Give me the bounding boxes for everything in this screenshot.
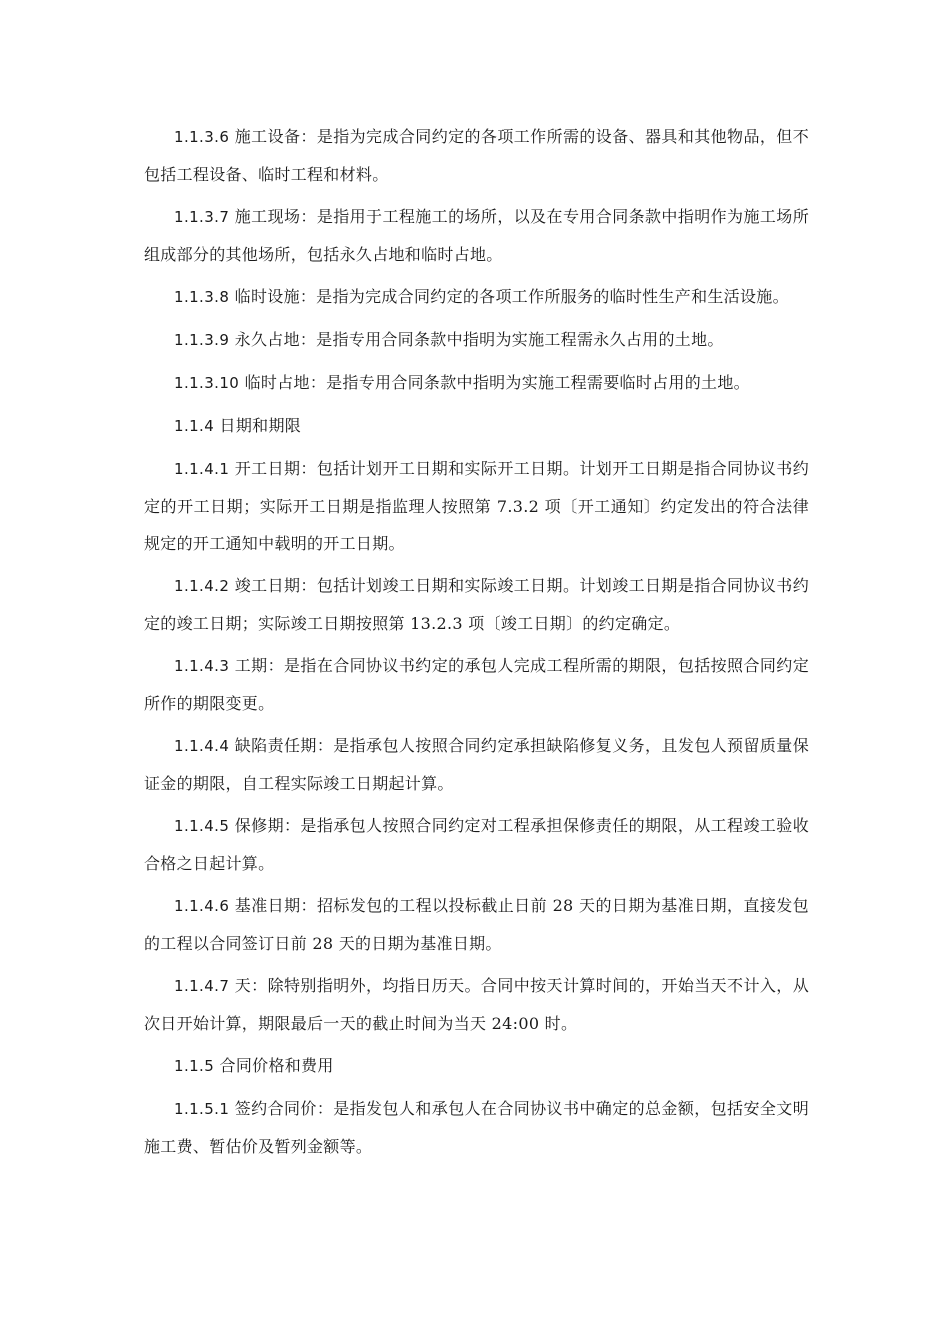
clause-text: 基准日期：招标发包的工程以投标截止日前 28 天的日期为基准日期，直接发包的工程以合同签订日前 28 天的日期为基准日期。 (144, 896, 809, 953)
clause-number: 1.1.4.3 (174, 657, 230, 675)
clause-number: 1.1.4.1 (174, 460, 230, 478)
clause-1-1-3-8 (144, 278, 809, 316)
clause-number: 1.1.4.6 (174, 897, 230, 915)
clause-text: 天：除特别指明外，均指日历天。合同中按天计算时间的，开始当天不计入，从次日开始计算，期限最后一天的截止时间为当天 24:00 时。 (144, 976, 809, 1033)
clause-1-1-4-2 (144, 567, 809, 642)
clause-number: 1.1.4.7 (174, 977, 230, 995)
section-title: 合同价格和费用 (214, 1056, 334, 1075)
clause-1-1-4-5 (144, 807, 809, 882)
clause-1-1-4-4 (144, 727, 809, 802)
clause-number: 1.1.4.4 (174, 737, 230, 755)
clause-text: 保修期：是指承包人按照合同约定对工程承担保修责任的期限，从工程竣工验收合格之日起计算。 (144, 816, 809, 873)
clause-1-1-4-6 (144, 887, 809, 962)
clause-text: 施工现场：是指用于工程施工的场所，以及在专用合同条款中指明作为施工场所组成部分的其他场所，包括永久占地和临时占地。 (144, 207, 809, 264)
section-title: 日期和期限 (214, 416, 302, 435)
document-body (144, 118, 809, 1170)
clause-number: 1.1.5.1 (174, 1100, 230, 1118)
clause-1-1-3-6 (144, 118, 809, 193)
clause-text: 签约合同价：是指发包人和承包人在合同协议书中确定的总金额，包括安全文明施工费、暂估价及暂列金额等。 (144, 1099, 809, 1156)
clause-text: 缺陷责任期：是指承包人按照合同约定承担缺陷修复义务，且发包人预留质量保证金的期限，自工程实际竣工日期起计算。 (144, 736, 809, 793)
clause-text: 开工日期：包括计划开工日期和实际开工日期。计划开工日期是指合同协议书约定的开工日期；实际开工日期是指监理人按照第 7.3.2 项〔开工通知〕约定发出的符合法律规定的开工通知中载明的开工日期。 (144, 459, 809, 553)
clause-text: 临时占地：是指专用合同条款中指明为实施工程需要临时占用的土地。 (239, 373, 750, 392)
clause-number: 1.1.3.7 (174, 208, 230, 226)
clause-text: 竣工日期：包括计划竣工日期和实际竣工日期。计划竣工日期是指合同协议书约定的竣工日期；实际竣工日期按照第 13.2.3 项〔竣工日期〕的约定确定。 (144, 576, 809, 633)
section-heading-1-1-5 (144, 1047, 809, 1085)
section-heading-1-1-4 (144, 407, 809, 445)
clause-1-1-5-1 (144, 1090, 809, 1165)
section-number: 1.1.5 (174, 1057, 215, 1075)
clause-text: 工期：是指在合同协议书约定的承包人完成工程所需的期限，包括按照合同约定所作的期限变更。 (144, 656, 809, 713)
clause-number: 1.1.4.2 (174, 577, 230, 595)
clause-number: 1.1.3.9 (174, 331, 230, 349)
clause-text: 永久占地：是指专用合同条款中指明为实施工程需永久占用的土地。 (229, 330, 724, 349)
clause-1-1-3-9 (144, 321, 809, 359)
clause-1-1-4-7 (144, 967, 809, 1042)
clause-1-1-3-10 (144, 364, 809, 402)
section-number: 1.1.4 (174, 417, 215, 435)
clause-number: 1.1.3.10 (174, 374, 240, 392)
clause-number: 1.1.3.6 (174, 128, 230, 146)
clause-1-1-4-1 (144, 450, 809, 562)
clause-1-1-4-3 (144, 647, 809, 722)
clause-text: 施工设备：是指为完成合同约定的各项工作所需的设备、器具和其他物品，但不包括工程设备、临时工程和材料。 (144, 127, 809, 184)
clause-number: 1.1.3.8 (174, 288, 230, 306)
clause-1-1-3-7 (144, 198, 809, 273)
clause-text: 临时设施：是指为完成合同约定的各项工作所服务的临时性生产和生活设施。 (229, 287, 789, 306)
clause-number: 1.1.4.5 (174, 817, 230, 835)
